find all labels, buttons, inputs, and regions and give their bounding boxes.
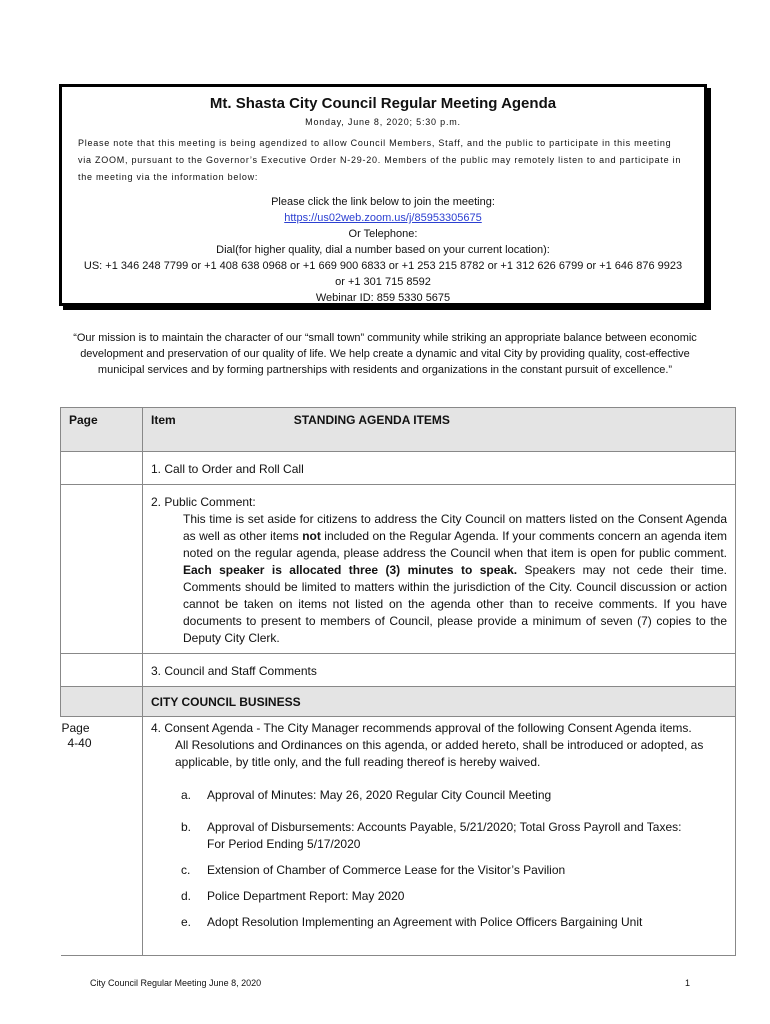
join-instruction: Please click the link below to join the meeting: <box>271 196 495 208</box>
consent-item-c: c. Extension of Chamber of Commerce Lease for the Visitor’s Pavilion <box>181 863 566 877</box>
table-row <box>61 452 736 485</box>
meeting-date: Monday, June 8, 2020; 5:30 p.m. <box>305 117 461 127</box>
consent-items-list <box>151 787 727 931</box>
consent-item-e: e. Adopt Resolution Implementing an Agreement with Police Officers Bargaining Unit <box>181 915 643 929</box>
zoom-link[interactable]: https://us02web.zoom.us/j/85953305675 <box>284 212 482 224</box>
item-roll-call: 1. Call to Order and Roll Call <box>143 452 736 485</box>
join-info <box>78 194 688 306</box>
agenda-table <box>60 407 736 956</box>
table-row <box>61 485 736 654</box>
item-column-header: Item STANDING AGENDA ITEMS <box>143 408 736 452</box>
item-consent-agenda: 4. Consent Agenda - The City Manager recommends approval of the following Consent Agenda items. All Resolutions and Ordinances on this agenda, or added hereto, shall be introduced or adopted, as applicable, by title only, and the full reading thereof is hereby waived. a. Approval of Minutes: May 26, 2020 Regular City Council Meeting b. Approval of Disbursements: Accounts Payable, 5/21/2020; Total Gross Payroll and Taxes: For Period Ending 5/17/2020 c. Extension of Chamber of Commerce Lease for the Visitor’s Pavilion d. Police Department Report: May 2020 e. Adopt Resolution Implementing an Agreement with Police Officers Bargaining Unit <box>143 717 736 956</box>
telephone-label: Or Telephone: <box>348 228 418 240</box>
page-column-header: Page <box>61 408 143 452</box>
item4-page-cell: Page 4-40 <box>61 717 143 956</box>
table-header-row <box>61 408 736 452</box>
consent-item-d: d. Police Department Report: May 2020 <box>181 889 405 903</box>
consent-item-b: b. Approval of Disbursements: Accounts Payable, 5/21/2020; Total Gross Payroll and Taxes: For Period Ending 5/17/2020 <box>181 820 682 851</box>
zoom-notice: Please note that this meeting is being agendized to allow Council Members, Staff, and the public to participate in this meeting via ZOOM, pursuant to the Governor’s Executive Order N-29-20. Members of the public may remotely listen to and participate in the meeting via the information below: <box>78 138 682 182</box>
webinar-id: Webinar ID: 859 5330 5675 <box>315 292 451 304</box>
footer-title: City Council Regular Meeting June 8, 2020 <box>90 978 262 988</box>
standing-items-heading: STANDING AGENDA ITEMS <box>293 413 450 427</box>
table-row <box>61 654 736 687</box>
page-footer <box>90 978 690 988</box>
section-row-business <box>61 687 736 717</box>
agenda-title: Mt. Shasta City Council Regular Meeting Agenda <box>209 95 557 112</box>
consent-item-a: a. Approval of Minutes: May 26, 2020 Regular City Council Meeting <box>181 788 552 802</box>
table-row <box>61 717 736 956</box>
city-council-business-heading: CITY COUNCIL BUSINESS <box>143 687 736 717</box>
meeting-info-box <box>59 84 707 306</box>
item-council-comments: 3. Council and Staff Comments <box>143 654 736 687</box>
mission-statement: “Our mission is to maintain the character of our “small town” community while striking an appropriate balance between economic development and preservation of our quality of life. We help create a dynamic and vital City by providing quality, cost-effective municipal services and by forming partnerships with residents and organizations in the constant pursuit of excellence.” <box>73 332 697 376</box>
phone-numbers: US: +1 346 248 7799 or +1 408 638 0968 or +1 669 900 6833 or +1 253 215 8782 or +1 312 626 6799 or +1 646 876 9923 or +1 301 715 8592 <box>83 260 683 288</box>
dial-instruction: Dial(for higher quality, dial a number based on your current location): <box>216 244 550 256</box>
public-comment-text: This time is set aside for citizens to address the City Council on matters listed on the Consent Agenda as well as other items not included on the Regular Agenda. If your comments concern an agenda item noted on the regular agenda, please address the Council when that item is open for public comment. Each speaker is allocated three (3) minutes to speak. Speakers may not cede their time. Comments should be limited to matters within the jurisdiction of the City. Council discussion or action cannot be taken on items not listed on the agenda other than to receive comments. If you have documents to present to members of Council, please provide a minimum of seven (7) copies to the Deputy City Clerk. <box>183 512 728 645</box>
page-number: 1 <box>684 978 690 988</box>
item-public-comment: 2. Public Comment: This time is set aside for citizens to address the City Council on matters listed on the Consent Agenda as well as other items not included on the Regular Agenda. If your comments concern an agenda item noted on the regular agenda, please address the Council when that item is open for public comment. Each speaker is allocated three (3) minutes to speak. Speakers may not cede their time. Comments should be limited to matters within the jurisdiction of the City. Council discussion or action cannot be taken on items not listed on the agenda other than to receive comments. If you have documents to present to members of Council, please provide a minimum of seven (7) copies to the Deputy City Clerk. <box>143 485 736 654</box>
